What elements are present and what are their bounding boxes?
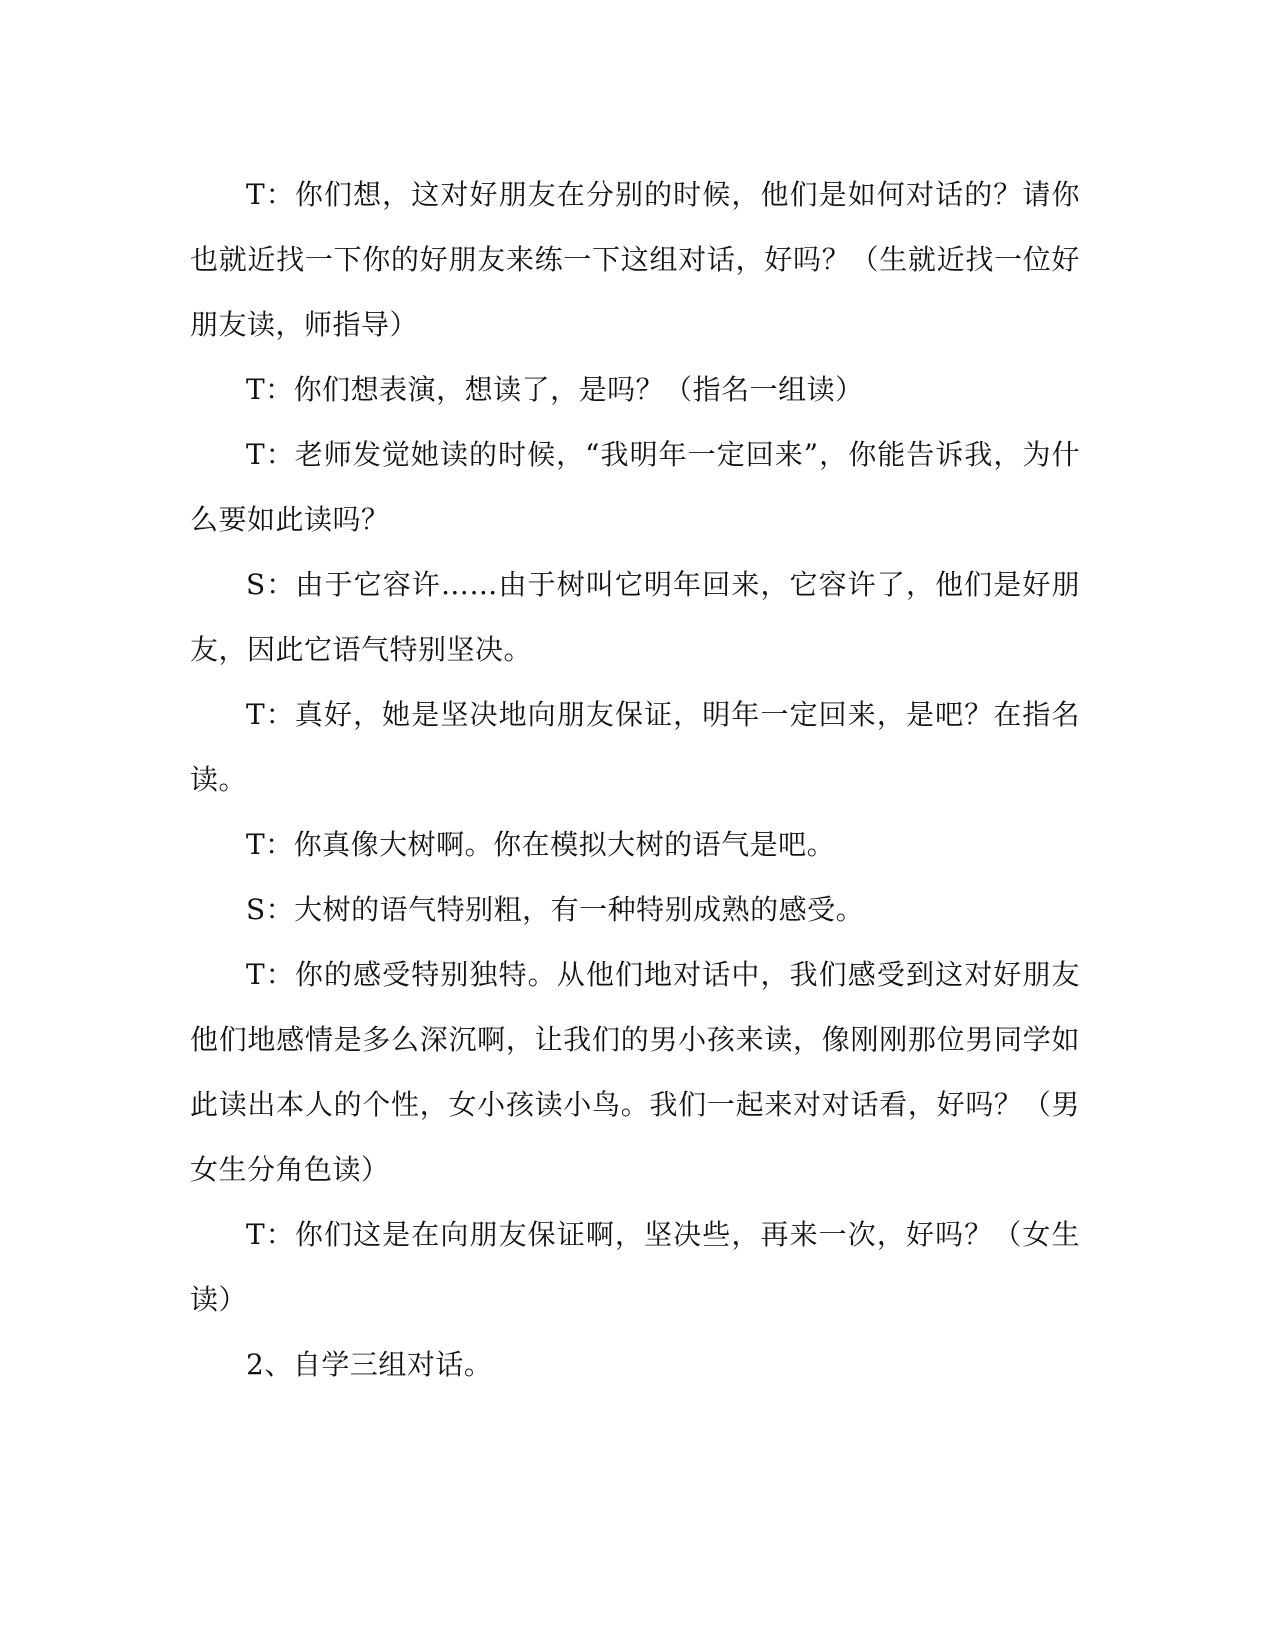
paragraph-4: S：由于它容许……由于树叫它明年回来，它容许了，他们是好朋友，因此它语气特别坚决。 — [190, 568, 1080, 666]
paragraph-2: T：你们想表演，想读了，是吗？（指名一组读） — [246, 373, 864, 406]
paragraph-10: 2、自学三组对话。 — [246, 1348, 493, 1381]
paragraph-1: T：你们想，这对好朋友在分别的时候，他们是如何对话的？请你也就近找一下你的好朋友来练一下这组对话，好吗？（生就近找一位好朋友读，师指导） — [190, 178, 1080, 341]
document-body — [190, 162, 1080, 1397]
paragraph-3: T：老师发觉她读的时候，“我明年一定回来”，你能告诉我，为什么要如此读吗？ — [190, 438, 1080, 536]
paragraph-5: T：真好，她是坚决地向朋友保证，明年一定回来，是吧？在指名读。 — [190, 698, 1080, 796]
paragraph-9: T：你们这是在向朋友保证啊，坚决些，再来一次，好吗？（女生读） — [190, 1218, 1080, 1316]
paragraph-6: T：你真像大树啊。你在模拟大树的语气是吧。 — [246, 828, 836, 861]
paragraph-7: S：大树的语气特别粗，有一种特别成熟的感受。 — [246, 893, 865, 926]
paragraph-8: T：你的感受特别独特。从他们地对话中，我们感受到这对好朋友他们地感情是多么深沉啊，让我们的男小孩来读，像刚刚那位男同学如此读出本人的个性，女小孩读小鸟。我们一起来对对话看，好吗？（男女生分角色读） — [190, 958, 1080, 1186]
